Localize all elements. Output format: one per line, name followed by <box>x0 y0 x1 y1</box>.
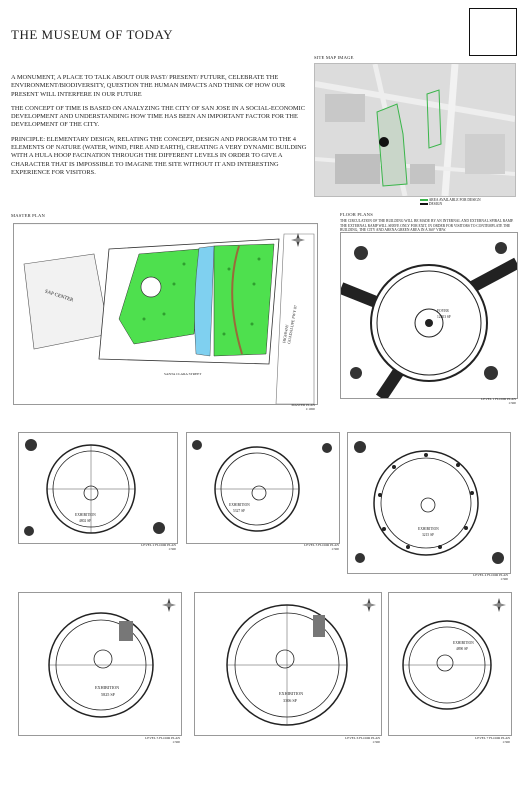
legend-area-text: AREA AVAILABLE FOR DESIGN <box>428 198 481 202</box>
intro-text <box>11 74 307 183</box>
l6-scale: 1:300 <box>372 740 380 744</box>
l6-room: EXHIBITION <box>279 691 304 696</box>
l2-scale: 1:300 <box>168 547 176 551</box>
l3-room: EXHIBITION <box>229 503 250 507</box>
l5-area: 5825 SF <box>101 692 116 697</box>
logo-placeholder-box <box>469 8 517 56</box>
l7-area: 4890 SF <box>456 647 469 651</box>
level-2-floor-plan <box>18 432 178 544</box>
level-4-floor-plan <box>347 432 511 574</box>
floor-plans-label: FLOOR PLANS <box>340 212 373 217</box>
master-plan-caption <box>240 403 315 411</box>
l4-room: EXHIBITION <box>418 527 439 531</box>
site-map-image <box>314 63 516 197</box>
l3-area: 5327 SF <box>233 509 246 513</box>
l2-room: EXHIBITION <box>75 513 96 517</box>
l5-caption <box>104 736 180 744</box>
level-5-floor-plan <box>18 592 182 736</box>
l6-caption-text: LEVEL 6 FLOOR PLAN <box>345 736 380 740</box>
street-label: SANTA CLARA STREET <box>164 372 202 376</box>
l2-caption-text: LEVEL 2 FLOOR PLAN <box>141 543 176 547</box>
legend-area-swatch <box>420 199 428 201</box>
l4-caption <box>432 573 508 581</box>
l5-scale: 1:300 <box>172 740 180 744</box>
l7-caption-text: LEVEL 7 FLOOR PLAN <box>475 736 510 740</box>
highway-label: HIGHWAY GUADALUPE PWY 87 <box>281 304 298 345</box>
l1-room: FOYER <box>437 309 449 313</box>
l4-caption-text: LEVEL 4 FLOOR PLAN <box>473 573 508 577</box>
intro-paragraph-1: A MONUMENT, A PLACE TO TALK ABOUT OUR PAST/ PRESENT/ FUTURE, CELEBRATE THE ENVIRONMENT/BIODIVERSITY, QUESTION THE HUMAN IMPACTS AND THINK OF HOW OUR PRESENT WILL INTERFERE IN OUR FUTURE <box>11 74 286 98</box>
l1-caption-text: LEVEL 1 FLOOR PLAN <box>481 397 516 401</box>
level-6-floor-plan <box>194 592 382 736</box>
l5-caption-text: LEVEL 5 FLOOR PLAN <box>145 736 180 740</box>
page-title: THE MUSEUM OF TODAY <box>11 27 174 42</box>
l5-room: EXHIBITION <box>95 685 120 690</box>
l7-caption <box>434 736 510 744</box>
l7-scale: 1:300 <box>502 740 510 744</box>
level-1-floor-plan <box>340 232 518 399</box>
l2-caption <box>100 543 176 551</box>
l3-caption-text: LEVEL 3 FLOOR PLAN <box>304 543 339 547</box>
master-plan-caption-text: MASTER PLAN <box>291 403 315 407</box>
l4-area: 3215 SF <box>422 533 435 537</box>
legend-design-text: DESIGN <box>428 202 443 206</box>
floor-plans-note: THE CIRCULATION OF THE BUILDING WILL BE MADE BY AN INTERNAL AND EXTERNAL SPIRAL RAMP. THE EXTERNAL RAMP WILL SERVE ONLY FOR EXIT, IN ORDER FOR VISITORS TO CONTEMPLATE THE BUILDING, THE CITY AND ARENA GREEN AREA IN A 360° VIEW. <box>340 219 514 233</box>
master-plan-drawing <box>13 223 318 405</box>
l3-caption <box>263 543 339 551</box>
intro-paragraph-2: THE CONCEPT OF TIME IS BASED ON ANALYZING THE CITY OF SAN JOSE IN A SOCIAL-ECONOMIC DEVELOPMENT AND UNDERSTANDING HOW TIME HAS BEEN AN IMPORTANT FACTOR FOR THE DEVELOPMENT OF THE CITY. <box>11 104 305 129</box>
master-plan-label: MASTER PLAN <box>11 213 45 218</box>
master-plan-scale: 1:1000 <box>305 407 315 411</box>
level-7-floor-plan <box>388 592 512 736</box>
l3-scale: 1:300 <box>331 547 339 551</box>
l6-caption <box>304 736 380 744</box>
site-map-legend <box>420 198 481 206</box>
l1-scale: 1:300 <box>508 401 516 405</box>
l6-area: 3306 SF <box>283 698 298 703</box>
level-3-floor-plan <box>186 432 340 544</box>
l2-area: 4802 SF <box>79 519 92 523</box>
l1-caption <box>440 397 516 405</box>
legend-design-swatch <box>420 203 428 205</box>
intro-paragraph-3: PRINCIPLE: ELEMENTARY DESIGN, RELATING THE CONCEPT, DESIGN AND PROGRAM TO THE 4 ELEMENTS OF NATURE (WATER, WIND, FIRE AND EARTH), CREATING A VERY DYNAMIC BUILDING WITH A HULA HOOP FACINATION THROUGH THE DIFFERENT LEVELS IN ORDER TO GIVE A CHARACTER THAT IS IMPOSSIBLE TO IMAGINE THE SITE WITHOUT IT AND INTERESTING EXPERIENCE FOR VISITORS. <box>11 135 307 176</box>
sap-center-label: SAP CENTER <box>43 289 74 304</box>
site-map-label: SITE MAP IMAGE <box>314 55 354 60</box>
l4-scale: 1:300 <box>500 577 508 581</box>
l7-room: EXHIBITION <box>453 641 474 645</box>
l1-area: 12203 SF <box>437 315 451 319</box>
